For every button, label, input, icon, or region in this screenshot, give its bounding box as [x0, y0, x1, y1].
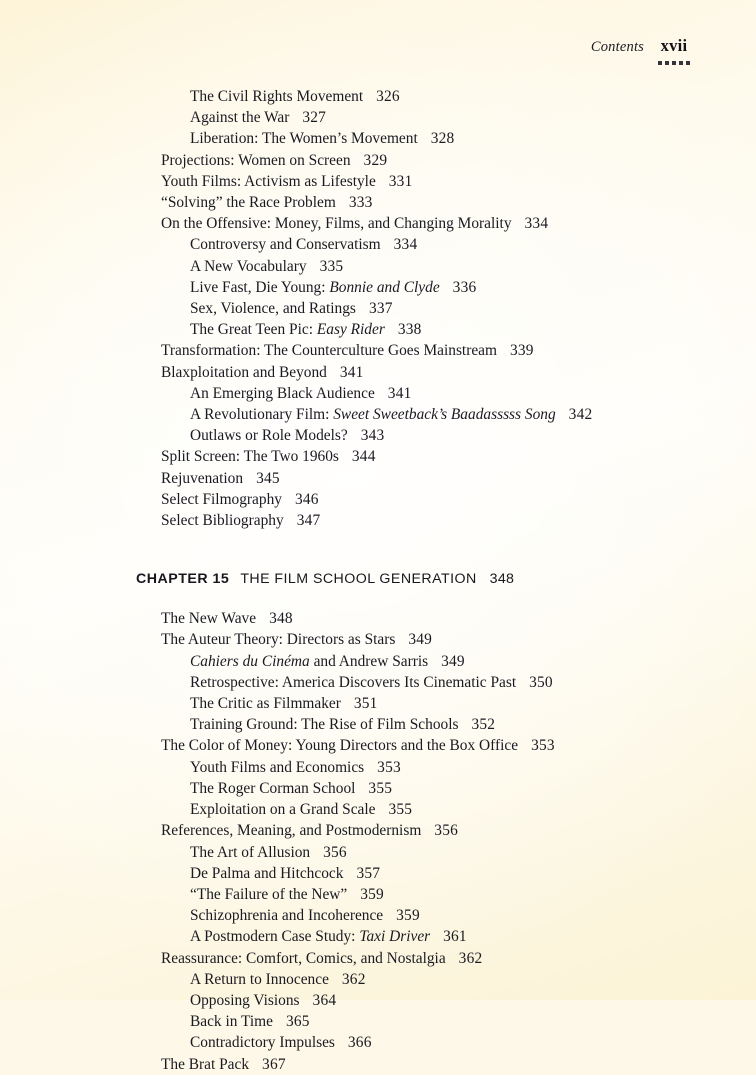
toc-entry-title: “The Failure of the New”: [190, 885, 348, 903]
toc-entry-title: Live Fast, Die Young:: [190, 278, 330, 296]
toc-entry[interactable]: [0, 404, 756, 425]
toc-entry-page-number: 355: [368, 779, 393, 797]
toc-entry[interactable]: [0, 778, 756, 799]
toc-entry-title: Retrospective: America Discovers Its Cinematic Past: [190, 673, 517, 691]
toc-entry[interactable]: [0, 842, 756, 863]
toc-entry[interactable]: [0, 672, 756, 693]
toc-entry[interactable]: [0, 234, 756, 255]
toc-entry[interactable]: [0, 340, 756, 361]
toc-entry-title-italic: Bonnie and Clyde: [329, 278, 440, 296]
decorative-dot: [665, 61, 669, 65]
toc-entry-page-number: 348: [269, 610, 293, 628]
toc-entry[interactable]: [0, 128, 756, 149]
toc-entry-page-number: 331: [388, 172, 413, 190]
toc-entry-page-number: 353: [531, 737, 555, 755]
toc-entry[interactable]: [0, 735, 756, 756]
toc-entry-title: A Return to Innocence: [190, 970, 329, 988]
toc-entry-page-number: 345: [256, 469, 280, 487]
toc-entry[interactable]: [0, 799, 756, 820]
toc-entry-title: The Civil Rights Movement: [190, 88, 364, 105]
toc-entry[interactable]: [0, 107, 756, 128]
toc-entry-page-number: 346: [294, 490, 319, 508]
chapter-title: THE FILM SCHOOL GENERATION: [240, 571, 477, 588]
toc-entry-title: Exploitation on a Grand Scale: [190, 801, 376, 819]
toc-entry[interactable]: [0, 714, 756, 735]
toc-entry-title: Outlaws or Role Models?: [190, 427, 348, 445]
toc-entry[interactable]: [0, 192, 756, 213]
toc-entry-title: An Emerging Black Audience: [190, 384, 375, 402]
toc-entry-title: The Auteur Theory: Directors as Stars: [161, 631, 396, 649]
toc-entry-title: Transformation: The Counterculture Goes Mainstream: [161, 342, 497, 360]
toc-entry-title: Sex, Violence, and Ratings: [190, 300, 356, 318]
toc-entry-page-number: 339: [509, 342, 534, 360]
toc-entry-page-number: 344: [351, 448, 376, 466]
toc-entry[interactable]: [0, 150, 756, 171]
toc-entry-page-number: 341: [387, 384, 412, 402]
toc-entry-title: Schizophrenia and Incoherence: [190, 907, 384, 925]
decorative-dot: [672, 61, 676, 65]
toc-entry-title-italic: Cahiers du Cinéma: [190, 652, 310, 670]
toc-entry-title: Blaxploitation and Beyond: [161, 363, 327, 381]
decorative-dots: [658, 61, 690, 65]
decorative-dot: [658, 61, 662, 65]
toc-entry-page-number: 343: [360, 427, 385, 445]
toc-entry-page-number: 347: [296, 512, 321, 530]
toc-entry-title: Against the War: [190, 109, 290, 127]
toc-entry-title: Youth Films and Economics: [190, 758, 365, 776]
toc-entry[interactable]: [0, 629, 756, 650]
toc-entry[interactable]: [0, 171, 756, 192]
toc-entry-title-italic: Sweet Sweetback’s Baadasssss Song: [333, 406, 556, 424]
toc-entry-page-number: 356: [323, 843, 347, 861]
running-head: [591, 36, 690, 65]
toc-entry-group: [0, 86, 756, 531]
toc-entry-page-number: 355: [388, 801, 413, 819]
toc-entry-page-number: 362: [458, 949, 483, 967]
toc-entry[interactable]: [0, 905, 756, 926]
toc-entry-page-number: 333: [348, 194, 373, 212]
toc-entry[interactable]: [0, 277, 756, 298]
toc-entry-title: Youth Films: Activism as Lifestyle: [161, 172, 376, 190]
toc-entry-title: Rejuvenation: [161, 469, 244, 487]
toc-entry-title: “Solving” the Race Problem: [161, 194, 336, 212]
toc-entry-page-number: 359: [396, 907, 420, 925]
toc-entry[interactable]: [0, 256, 756, 277]
toc-entry-page-number: 356: [434, 822, 458, 840]
toc-entry-title: Select Bibliography: [161, 512, 284, 530]
toc-entry-title: The Roger Corman School: [190, 779, 356, 797]
chapter-heading[interactable]: [0, 571, 756, 587]
toc-entry[interactable]: [0, 926, 756, 947]
toc-entry-title: The New Wave: [161, 610, 257, 628]
toc-entry-page-number: 349: [408, 631, 433, 649]
toc-entry-page-number: 367: [262, 1055, 286, 1073]
toc-entry-page-number: 329: [363, 151, 388, 169]
toc-entry-title: Training Ground: The Rise of Film Schools: [190, 716, 459, 734]
chapter-number-label: CHAPTER 15: [136, 571, 230, 588]
toc-entry[interactable]: [0, 757, 756, 778]
folio-group: [658, 36, 690, 65]
toc-entry[interactable]: [0, 884, 756, 905]
toc-entry-page-number: 337: [368, 300, 393, 318]
toc-entry-title: Controversy and Conservatism: [190, 236, 381, 254]
toc-entry[interactable]: [0, 383, 756, 404]
toc-entry-page-number: 364: [312, 991, 337, 1009]
toc-entry-title: The Art of Allusion: [190, 843, 311, 861]
toc-entry-title: Contradictory Impulses: [190, 1034, 335, 1052]
toc-entry[interactable]: [0, 863, 756, 884]
toc-entry-page-number: 366: [347, 1034, 372, 1052]
toc-entry-page-number: 359: [360, 885, 384, 903]
toc-entry[interactable]: [0, 990, 756, 1011]
toc-entry[interactable]: [0, 319, 756, 340]
toc-entry-title: Projections: Women on Screen: [161, 151, 351, 169]
toc-entry[interactable]: [0, 446, 756, 467]
toc-entry-title: Select Filmography: [161, 490, 282, 508]
toc-entry[interactable]: [0, 1054, 756, 1075]
toc-entry[interactable]: [0, 608, 756, 629]
toc-entry-title: A Postmodern Case Study:: [190, 928, 360, 946]
toc-entry[interactable]: [0, 213, 756, 234]
toc-entry-title-italic: Easy Rider: [316, 321, 385, 339]
toc-entry-page-number: 357: [356, 864, 381, 882]
toc-entry-title: References, Meaning, and Postmodernism: [161, 822, 422, 840]
toc-entry-title: The Critic as Filmmaker: [190, 695, 341, 713]
toc-entry[interactable]: [0, 820, 756, 841]
toc-entry-page-number: 362: [341, 970, 366, 988]
toc-entry-page-number: 351: [353, 695, 378, 713]
toc-entry-title: Split Screen: The Two 1960s: [161, 448, 339, 466]
toc-entry-title: A Revolutionary Film:: [190, 406, 334, 424]
toc-entry-title: De Palma and Hitchcock: [190, 864, 344, 882]
toc-entry-title: The Color of Money: Young Directors and the Box Office: [161, 737, 519, 755]
toc-entry-title: and Andrew Sarris: [309, 652, 429, 670]
toc-entry-page-number: 342: [568, 406, 593, 424]
toc-entry[interactable]: [0, 1011, 756, 1032]
toc-entry-page-number: 327: [302, 109, 327, 127]
toc-entry-page-number: 353: [377, 758, 401, 776]
toc-entry-page-number: 341: [339, 363, 364, 381]
page-folio: xvii: [660, 36, 688, 55]
toc-entry[interactable]: [0, 510, 756, 531]
toc-entry-page-number: 335: [319, 257, 344, 275]
toc-entry-title: The Great Teen Pic:: [190, 321, 317, 339]
toc-entry-page-number: 334: [524, 215, 549, 233]
toc-entry-title: Back in Time: [190, 1013, 273, 1031]
toc-entry-title: Liberation: The Women’s Movement: [190, 130, 418, 148]
toc-entry-page-number: 350: [529, 673, 553, 691]
toc-entry-page-number: 338: [397, 321, 422, 339]
toc-entry-page-number: 349: [441, 652, 465, 670]
toc-entry-title: A New Vocabulary: [190, 257, 307, 275]
running-head-label: Contents: [590, 39, 645, 55]
toc-entry-group: [0, 608, 756, 1074]
toc-entry[interactable]: [0, 298, 756, 319]
toc-entry[interactable]: [0, 468, 756, 489]
toc-entry[interactable]: [0, 948, 756, 969]
decorative-dot: [686, 61, 690, 65]
toc-entry-title: The Brat Pack: [161, 1055, 250, 1073]
toc-entry[interactable]: [0, 86, 756, 107]
toc-entry[interactable]: [0, 1032, 756, 1053]
decorative-dot: [679, 61, 683, 65]
toc-entry-page-number: 328: [430, 130, 455, 148]
toc-entry-page-number: 361: [443, 928, 467, 946]
toc-entry[interactable]: [0, 693, 756, 714]
toc-entry[interactable]: [0, 362, 756, 383]
toc-entry-page-number: 326: [376, 88, 400, 105]
toc-entry-title: On the Offensive: Money, Films, and Changing Morality: [161, 215, 512, 233]
toc-entry-title: Reassurance: Comfort, Comics, and Nostalgia: [161, 949, 446, 967]
toc-entry[interactable]: [0, 651, 756, 672]
toc-entry[interactable]: [0, 425, 756, 446]
toc-entry-page-number: 365: [285, 1013, 310, 1031]
toc-entry-page-number: 334: [393, 236, 418, 254]
table-of-contents: [0, 86, 756, 1075]
chapter-page-number: 348: [489, 571, 515, 588]
toc-entry[interactable]: [0, 489, 756, 510]
toc-entry-title: Opposing Visions: [190, 991, 300, 1009]
toc-entry[interactable]: [0, 969, 756, 990]
toc-entry-page-number: 352: [471, 716, 496, 734]
toc-entry-title-italic: Taxi Driver: [359, 928, 431, 946]
toc-entry-page-number: 336: [452, 278, 477, 296]
